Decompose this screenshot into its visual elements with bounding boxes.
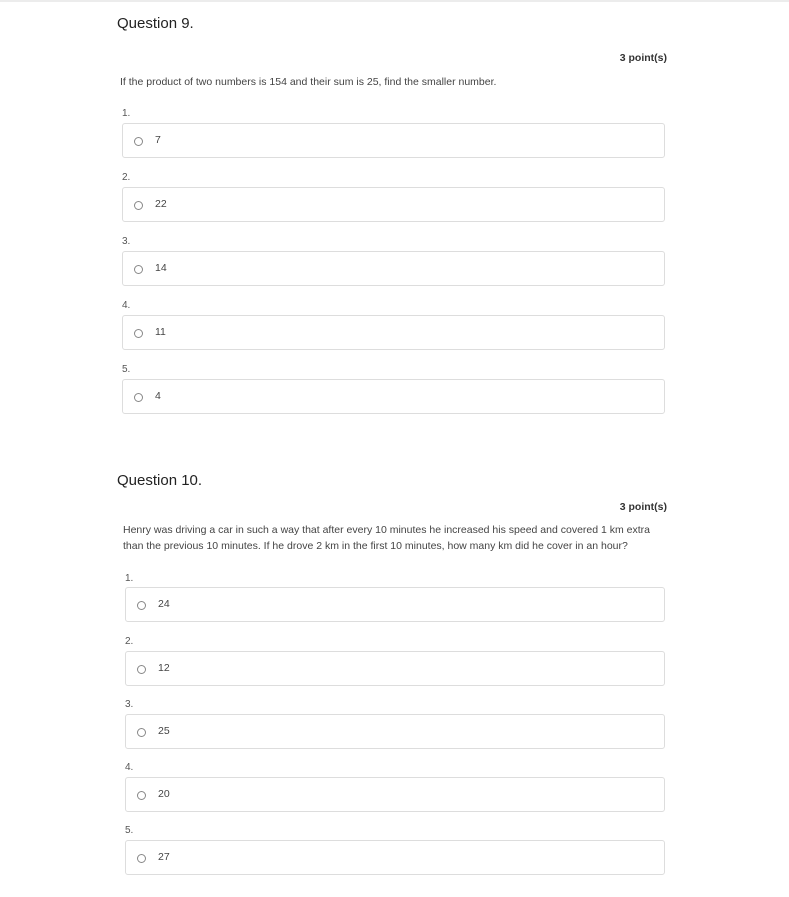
answer-option[interactable] (125, 651, 665, 686)
option-label: 12 (158, 662, 170, 674)
top-divider (0, 0, 789, 2)
option-number: 5. (122, 364, 131, 375)
option-number: 2. (122, 172, 131, 183)
radio-button[interactable] (137, 728, 146, 737)
question-title: Question 10. (117, 472, 203, 489)
answer-option[interactable] (125, 840, 665, 875)
option-number: 5. (125, 825, 134, 836)
answer-option[interactable] (122, 123, 665, 158)
option-label: 22 (155, 198, 167, 210)
option-label: 11 (155, 326, 166, 338)
radio-button[interactable] (134, 201, 143, 210)
question-text: Henry was driving a car in such a way that after every 10 minutes he increased his speed and covered 1 km extra than the previous 10 minutes. If he drove 2 km in the first 10 minutes, how many km did he cover in an hour? (123, 524, 651, 552)
option-label: 20 (158, 788, 170, 800)
question-title: Question 9. (117, 15, 194, 32)
option-number: 3. (125, 699, 134, 710)
answer-option[interactable] (122, 379, 665, 414)
option-label: 4 (155, 390, 161, 402)
question-points: 3 point(s) (619, 501, 667, 513)
answer-option[interactable] (125, 587, 665, 622)
answer-option[interactable] (125, 777, 665, 812)
answer-option[interactable] (122, 315, 665, 350)
radio-button[interactable] (137, 601, 146, 610)
option-label: 7 (155, 134, 161, 146)
radio-button[interactable] (134, 137, 143, 146)
option-number: 4. (125, 762, 134, 773)
radio-button[interactable] (137, 854, 146, 863)
answer-option[interactable] (122, 187, 665, 222)
option-number: 3. (122, 236, 131, 247)
option-number: 4. (122, 300, 131, 311)
option-label: 14 (155, 262, 167, 274)
option-label: 24 (158, 598, 170, 610)
radio-button[interactable] (134, 329, 143, 338)
question-text: If the product of two numbers is 154 and their sum is 25, find the smaller number. (120, 76, 497, 88)
radio-button[interactable] (134, 265, 143, 274)
answer-option[interactable] (125, 714, 665, 749)
option-label: 25 (158, 725, 170, 737)
answer-option[interactable] (122, 251, 665, 286)
radio-button[interactable] (137, 791, 146, 800)
option-number: 2. (125, 636, 134, 647)
option-number: 1. (125, 573, 134, 584)
option-number: 1. (122, 108, 131, 119)
radio-button[interactable] (134, 393, 143, 402)
option-label: 27 (158, 851, 170, 863)
radio-button[interactable] (137, 665, 146, 674)
question-points: 3 point(s) (619, 52, 667, 64)
